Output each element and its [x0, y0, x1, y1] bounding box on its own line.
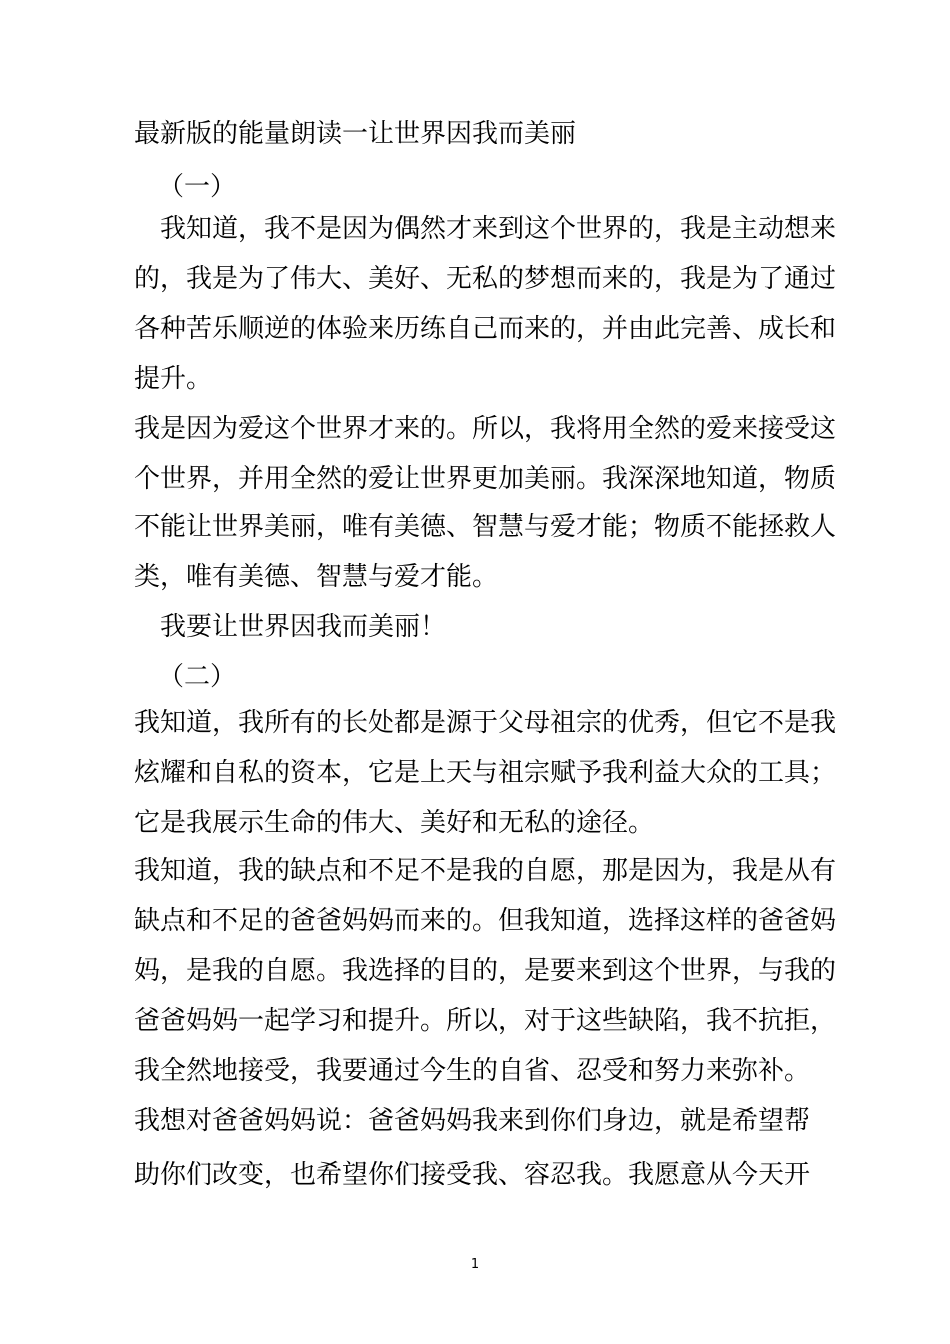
paragraph-line: 的，我是为了伟大、美好、无私的梦想而来的，我是为了通过 — [134, 264, 837, 294]
paragraph-line: 我是因为爱这个世界才来的。所以，我将用全然的爱来接受这 — [134, 414, 837, 444]
paragraph-line: 妈，是我的自愿。我选择的目的，是要来到这个世界，与我的 — [134, 956, 837, 986]
paragraph-line: 提升。 — [134, 364, 213, 394]
page-number: 1 — [470, 1257, 480, 1272]
paragraph-line: 各种苦乐顺逆的体验来历练自己而来的，并由此完善、成长和 — [134, 314, 837, 344]
paragraph-line: 我全然地接受，我要通过今生的自省、忍受和努力来弥补。 — [134, 1056, 811, 1086]
paragraph-line: 类，唯有美德、智慧与爱才能。 — [134, 562, 499, 592]
paragraph-line: 它是我展示生命的伟大、美好和无私的途径。 — [134, 808, 655, 838]
paragraph-line: 炫耀和自私的资本，它是上天与祖宗赋予我利益大众的工具； — [134, 758, 837, 788]
paragraph-line: 爸爸妈妈一起学习和提升。所以，对于这些缺陷，我不抗拒， — [134, 1006, 837, 1036]
paragraph-line: 我知道，我不是因为偶然才来到这个世界的，我是主动想来 — [160, 214, 837, 244]
section-heading-2: （二） — [158, 662, 237, 692]
paragraph-line: 我知道，我所有的长处都是源于父母祖宗的优秀，但它不是我 — [134, 708, 837, 738]
paragraph-line: 助你们改变，也希望你们接受我、容忍我。我愿意从今天开 — [134, 1160, 811, 1190]
paragraph-line: 我知道，我的缺点和不足不是我的自愿，那是因为，我是从有 — [134, 856, 837, 886]
paragraph-line: 不能让世界美丽，唯有美德、智慧与爱才能；物质不能拯救人 — [134, 512, 837, 542]
paragraph-line: 缺点和不足的爸爸妈妈而来的。但我知道，选择这样的爸爸妈 — [134, 906, 837, 936]
paragraph-line: 个世界，并用全然的爱让世界更加美丽。我深深地知道，物质 — [134, 464, 837, 494]
document-title: 最新版的能量朗读一让世界因我而美丽 — [134, 119, 577, 149]
paragraph-3: 我要让世界因我而美丽！ — [160, 612, 447, 642]
section-heading-1: （一） — [158, 172, 237, 202]
paragraph-line: 我想对爸爸妈妈说：爸爸妈妈我来到你们身边，就是希望帮 — [134, 1106, 811, 1136]
